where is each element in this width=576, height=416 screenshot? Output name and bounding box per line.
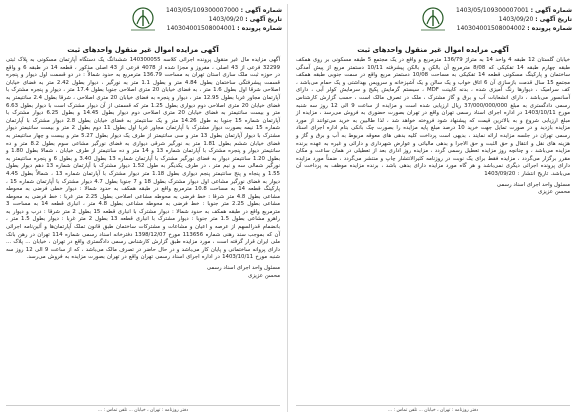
signature-block [290,182,576,197]
notice-body: آگهی مزایده مال غیر منقول پرونده اجرائی کلاسه 140300055 ششدانگ یک دستگاه آپارتمان مسکونی به پلاک ثبتی 32299 فرعی از 43 اصلی ، مفروز و مجزا شده از 4078 فرعی از 43 اصلی مذکور ، قطعه 14 در طبقه 6 و واقع در حوزه ثبت ملک ساری استان تهران به مساحت 136.79 مترمربع به حدود شمالاً : در دو قسمت اول دیوار و پنجره قسمت پیشرفتگی ساختمان بطول 4.84 متر و بطول 1.1 متر به نورگیر ، دیوار بطول 2.42 متر به فضای خیابان اصلاحی شرقا اول بطول 1.6 متر ، به فضای خیابان 20 متری اصلاحی جنوبا بطول 17.4 متر ، دیوار و پنجره مشترک با آپارتمان مجاور غربا بطول 12.95 متر ، دیوار و پنجره به فضای خیابان 20 متری اصلاحی ، شرقا بطول 2.4 سانتیمتر به فضای خیابان 20 متری اصلاحی دوم دیواری بطول 1.25 متر که قسمتی از آن دیوار مشترک است با دیوار بطول 6.63 متر و بیست سانتیمتر به فضای خیابان 20 متری اصلاحی دوم دیوار بطول 14.45 و بطول 6.25 دیوار مشترک با آپارتمان شماره 15 جنوبا به طول 14.26 متر و یک سانتیمتر به فضای خیابان بطول 2.8 دیوار مشترک با آپارتمان شماره 15 نیمه بصورت دیوار مشترک با آپارتمان مجاور غربا اول بطول 11 دوم بطول 2 متر و بیست سانتیمتر دیوار مشترک با دیوار آپارتمان بطول 13 متر و سی سانتیمتر از طرف یک دیوار بطول 5.27 متر و بیست و چهار سانتیمتر به فضای خیابان ششم بطول 1.81 متر به نورگیر شرقی دیواری به فضای نورگیر مشاعی سوم بطول 8.2 متر و ده سانتیمتر دیوار و پنجره مشترک با آپارتمان شماره 13 و 14 متر و ده سانتیمتر از طرف خیابان ، شمالا بطول 1.80 و بطول 1.20 سانتیمتر دیوار به فضای نورگیر مشترک با آپارتمان شماره 13 بطول 3.40 و بطول 6 و پنجره سانتیمتر به نورگیر شمالی سه و نیم متر ، در طرف یکدیگر به طول 1.52 دیوار مشترک با آپارتمان شماره 13 دهم دیوار بطول 1.55 و پنجاه و پنج سانتیمتر پنجم دیواری بطول 1.18 متر دیوار مشترک با آپارتمان شماره 13 ، شمالاً بطول 4.45 دیوار به فضای نورگیر مشاعی اول دیوار مشترک بطول 18 و 7 جنوبا بطول 4.7 دیوار مشترک با آپارتمان شماره 15 ، پارکینگ قطعه 14 به مساحت 10.8 مترمربع واقع در طبقه همکف به حدود شمالا : دیوار خطی فرضی به محوطه مشاعی بطول 4.8 متر شرقا : خط فرضی به محوطه مشاعی اصلاحی بطول 2.25 متر غربا : خط فرضی به محوطه مشاعی بطول 2.25 متر جنوبا : خط فرضی به محوطه مشاعی بطول 4.8 متر ، انباری قطعه 14 به مساحت 3 مترمربع واقع در طبقه همکف به حدود شمالا : دیوار مشترک با انباری قطعه 15 بطول 2 متر شرقا : درب و دیوار به راهرو مشاعی بطول 1.5 متر جنوبا : دیوار مشترک با انباری قطعه 13 بطول 2 متر غربا : دیوار بطول 1.5 متر ، بانضمام قدرالسهم از عرصه و اعیان و مشاعات و مشترکات ساختمان طبق قانون تملک آپارتمان‌ها و آئین‌نامه اجرائی آن که بموجب سند رهنی شماره 113656 مورخ 1398/12/07 دفترخانه اسناد رسمی شماره 114 تهران در رهن بانک ملی ایران قرار گرفته است ، مورد مزایده طبق گزارش کارشناس رسمی دادگستری واقع در تهران ، خیابان ... پلاک ... دارای پروانه ساختمانی و پایان کار می‌باشد و در حال حاضر در تصرف مالک می‌باشد ، که از ساعت 9 الی 12 روز سه شنبه مورخ 1403/10/11 در اداره اجرای اسناد رسمی تهران واقع در تهران بصورت مزایده به فروش می‌رسد. [6,57,281,261]
notice-date: 1403/09/20 [208,16,244,23]
notice-number-label: شماره آگهی : [530,7,572,14]
right-notice [290,0,576,416]
archive-number: 140304001508004002 [456,25,526,32]
iran-emblem-icon [123,4,163,36]
newspaper-footer: دفتر روزنامه : تهران ، خیابان ... تلفن تماس : ... [6,405,280,414]
notice-meta [456,6,572,33]
archive-number-label: شماره پرونده : [527,25,572,32]
notice-number: 1403/05/109300007000 [165,7,239,14]
notice-number-label: شماره آگهی : [240,7,282,14]
notice-header [290,0,576,44]
newspaper-footer: دفتر روزنامه : تهران ، خیابان ... تلفن تماس : ... [296,405,570,414]
notice-date-label: تاریخ آگهی : [245,16,282,23]
notice-date: 1403/09/20 [498,16,534,23]
iran-emblem-icon [413,4,453,36]
signature-block [0,265,286,280]
notice-title: آگهی مزایده اموال غیر منقول واحدهای ثبت [67,46,219,54]
notice-date-label: تاریخ آگهی : [535,16,572,23]
notice-number: 1403/05/109300007001 [455,7,529,14]
signer-name: محسن عزیزی [248,272,280,279]
notice-header [0,0,286,44]
notice-body: خیابان گلستان 12 طبقه 4 واحد 14 به متراژ 136/79 مترمربع و واقع در یک مجتمع 5 طبقه مسکونی بر روی همکف طبقه چهارم طبقه 14 تفکیکی که 8/08 مترمربع آن بالکن و بالکن پیشرفته 10/11 دستمتر مربع از پیش آمدگی ساختمان و پارکینگ مسکونی قطعه 14 تفکیکی به مساحت 10/08 دستمتر مربع واقع در سمت جنوبی طبقه همکف مجتمع 15 سال قدمت بازسازی آن 6 اتاق خواب و یک سالن و یک آشپزخانه و سرویس بهداشتی و یک حمام می‌باشد ، کف سرامیک ، دیوارها رنگ آمیزی شده ، بدنه کابینت MDF ، سیستم گرمایش پکیج و سرمایش کولر آبی ، دارای آسانسور می‌باشد ، دارای انشعابات آب و برق و گاز مشترک ، ملک در تصرف مالک است ، حسب گزارش کارشناس رسمی دادگستری به مبلغ 37/000/000/000 ریال ارزیابی شده است و مزایده از ساعت 9 الی 12 روز سه شنبه مورخ 1403/10/11 در اداره اجرای اسناد رسمی تهران واقع در تهران بصورت حضوری به فروش می‌رسد ، مزایده از مبلغ ارزیابی شروع و به بالاترین قیمت که پیشنهاد شود فروخته خواهد شد ، لذا طالبین به خرید می‌توانند از مورد مزایده بازدید و در صورت تمایل جهت خرید 10 درصد مبلغ پایه مزایده را بصورت چک بانکی بنام اداره اجرای اسناد رسمی تهران در جلسه مزایده ارائه نمایند ، بدیهی است پرداخت کلیه بدهی های معوقه مربوط به آب و برق و گاز و هزینه های نقل و انتقال و حق الثبت و حق الاجرا و بدهی مالیاتی و عوارض شهرداری و دارائی و غیره به عهده برنده مزایده می‌باشد ، و چنانچه روز مزایده تعطیل رسمی گردد ، مزایده روز اداری بعد از تعطیلی در همان ساعت و مکان مقرر برگزار می‌گردد ، مزایده فقط برای یک نوبت در روزنامه کثیرالانتشار چاپ و منتشر می‌گردد ، ضمناً مورد مزایده دارای پرونده اجرائی دیگری نمی‌باشد و هر گاه مورد مزایده دارای بدهی باشد ، برنده مزایده موظف به پرداخت آن می‌باشد. تاریخ انتشار : 1403/09/20 [296,57,571,177]
signer-title: مسئول واحد اجرای اسناد رسمی [206,265,280,272]
column-divider [287,4,288,412]
notice-meta [166,6,282,33]
archive-number-label: شماره پرونده : [237,25,282,32]
signer-title: مسئول واحد اجرای اسناد رسمی [496,181,570,188]
signer-name: محسن عزیزی [538,189,570,196]
left-notice [0,0,286,416]
archive-number: 140304001508004001 [166,25,236,32]
notice-title: آگهی مزایده اموال غیر منقول واحدهای ثبت [357,46,509,54]
